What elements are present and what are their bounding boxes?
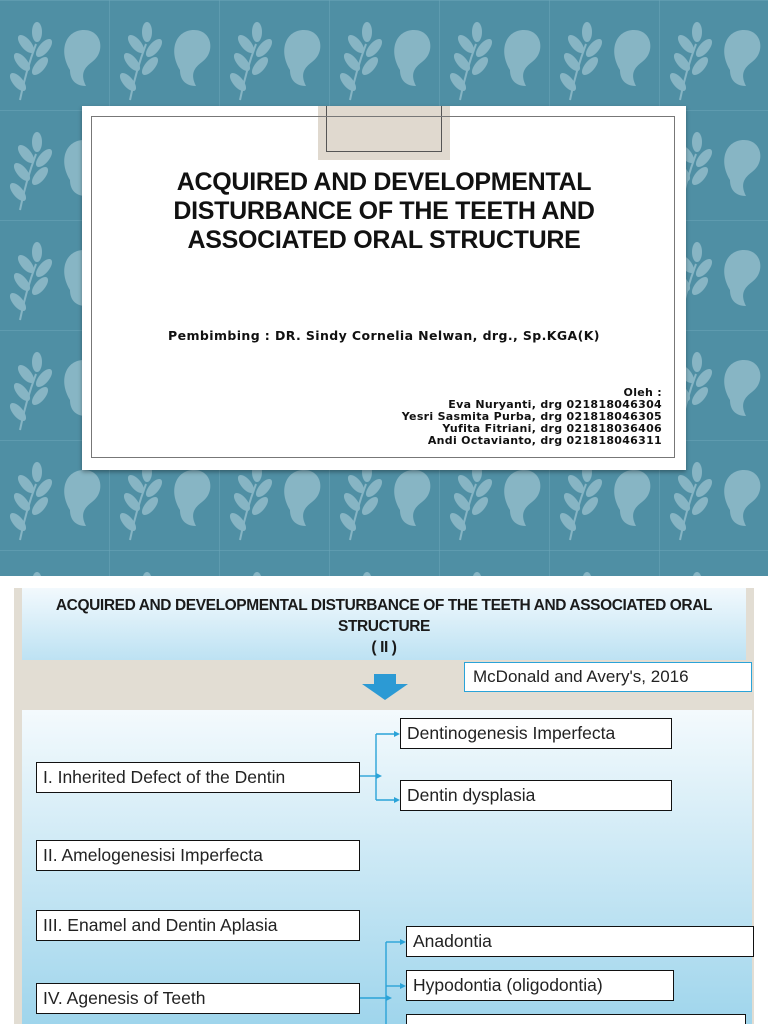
slide-title-part: ( II ) — [371, 639, 397, 656]
author-item: Andi Octavianto, drg 021818046311 — [427, 434, 662, 447]
title-card — [82, 106, 686, 470]
presentation-title: ACQUIRED AND DEVELOPMENTAL DISTURBANCE OF THE TEETH AND ASSOCIATED ORAL STRUCTURE — [173, 168, 595, 254]
subtype-dentin-dysplasia: Dentin dysplasia — [400, 780, 672, 811]
subtype-partial-box — [406, 1014, 746, 1024]
authors-heading: Oleh : — [623, 386, 662, 399]
reference-citation: McDonald and Avery's, 2016 — [464, 662, 752, 692]
supervisor-line: Pembimbing : DR. Sindy Cornelia Nelwan, drg., Sp.KGA(K) — [168, 328, 600, 343]
author-list — [402, 387, 662, 447]
author-item: Yesri Sasmita Purba, drg 021818046305 — [401, 410, 662, 423]
category-box-agenesis: IV. Agenesis of Teeth — [36, 983, 360, 1014]
author-item: Eva Nuryanti, drg 021818046304 — [448, 398, 662, 411]
category-box-aplasia: III. Enamel and Dentin Aplasia — [36, 910, 360, 941]
subtype-hypodontia: Hypodontia (oligodontia) — [406, 970, 674, 1001]
subtype-dentinogenesis-imperfecta: Dentinogenesis Imperfecta — [400, 718, 672, 749]
author-item: Yufita Fitriani, drg 021818036406 — [442, 422, 662, 435]
category-box-dentin: I. Inherited Defect of the Dentin — [36, 762, 360, 793]
category-box-amelogenesis: II. Amelogenesisi Imperfecta — [36, 840, 360, 871]
subtype-anadontia: Anadontia — [406, 926, 754, 957]
classification-slide — [14, 588, 754, 1024]
slide-title-line: STRUCTURE — [338, 618, 430, 635]
slide-title-line: ACQUIRED AND DEVELOPMENTAL DISTURBANCE OF THE TEETH AND ASSOCIATED ORAL — [55, 597, 713, 614]
